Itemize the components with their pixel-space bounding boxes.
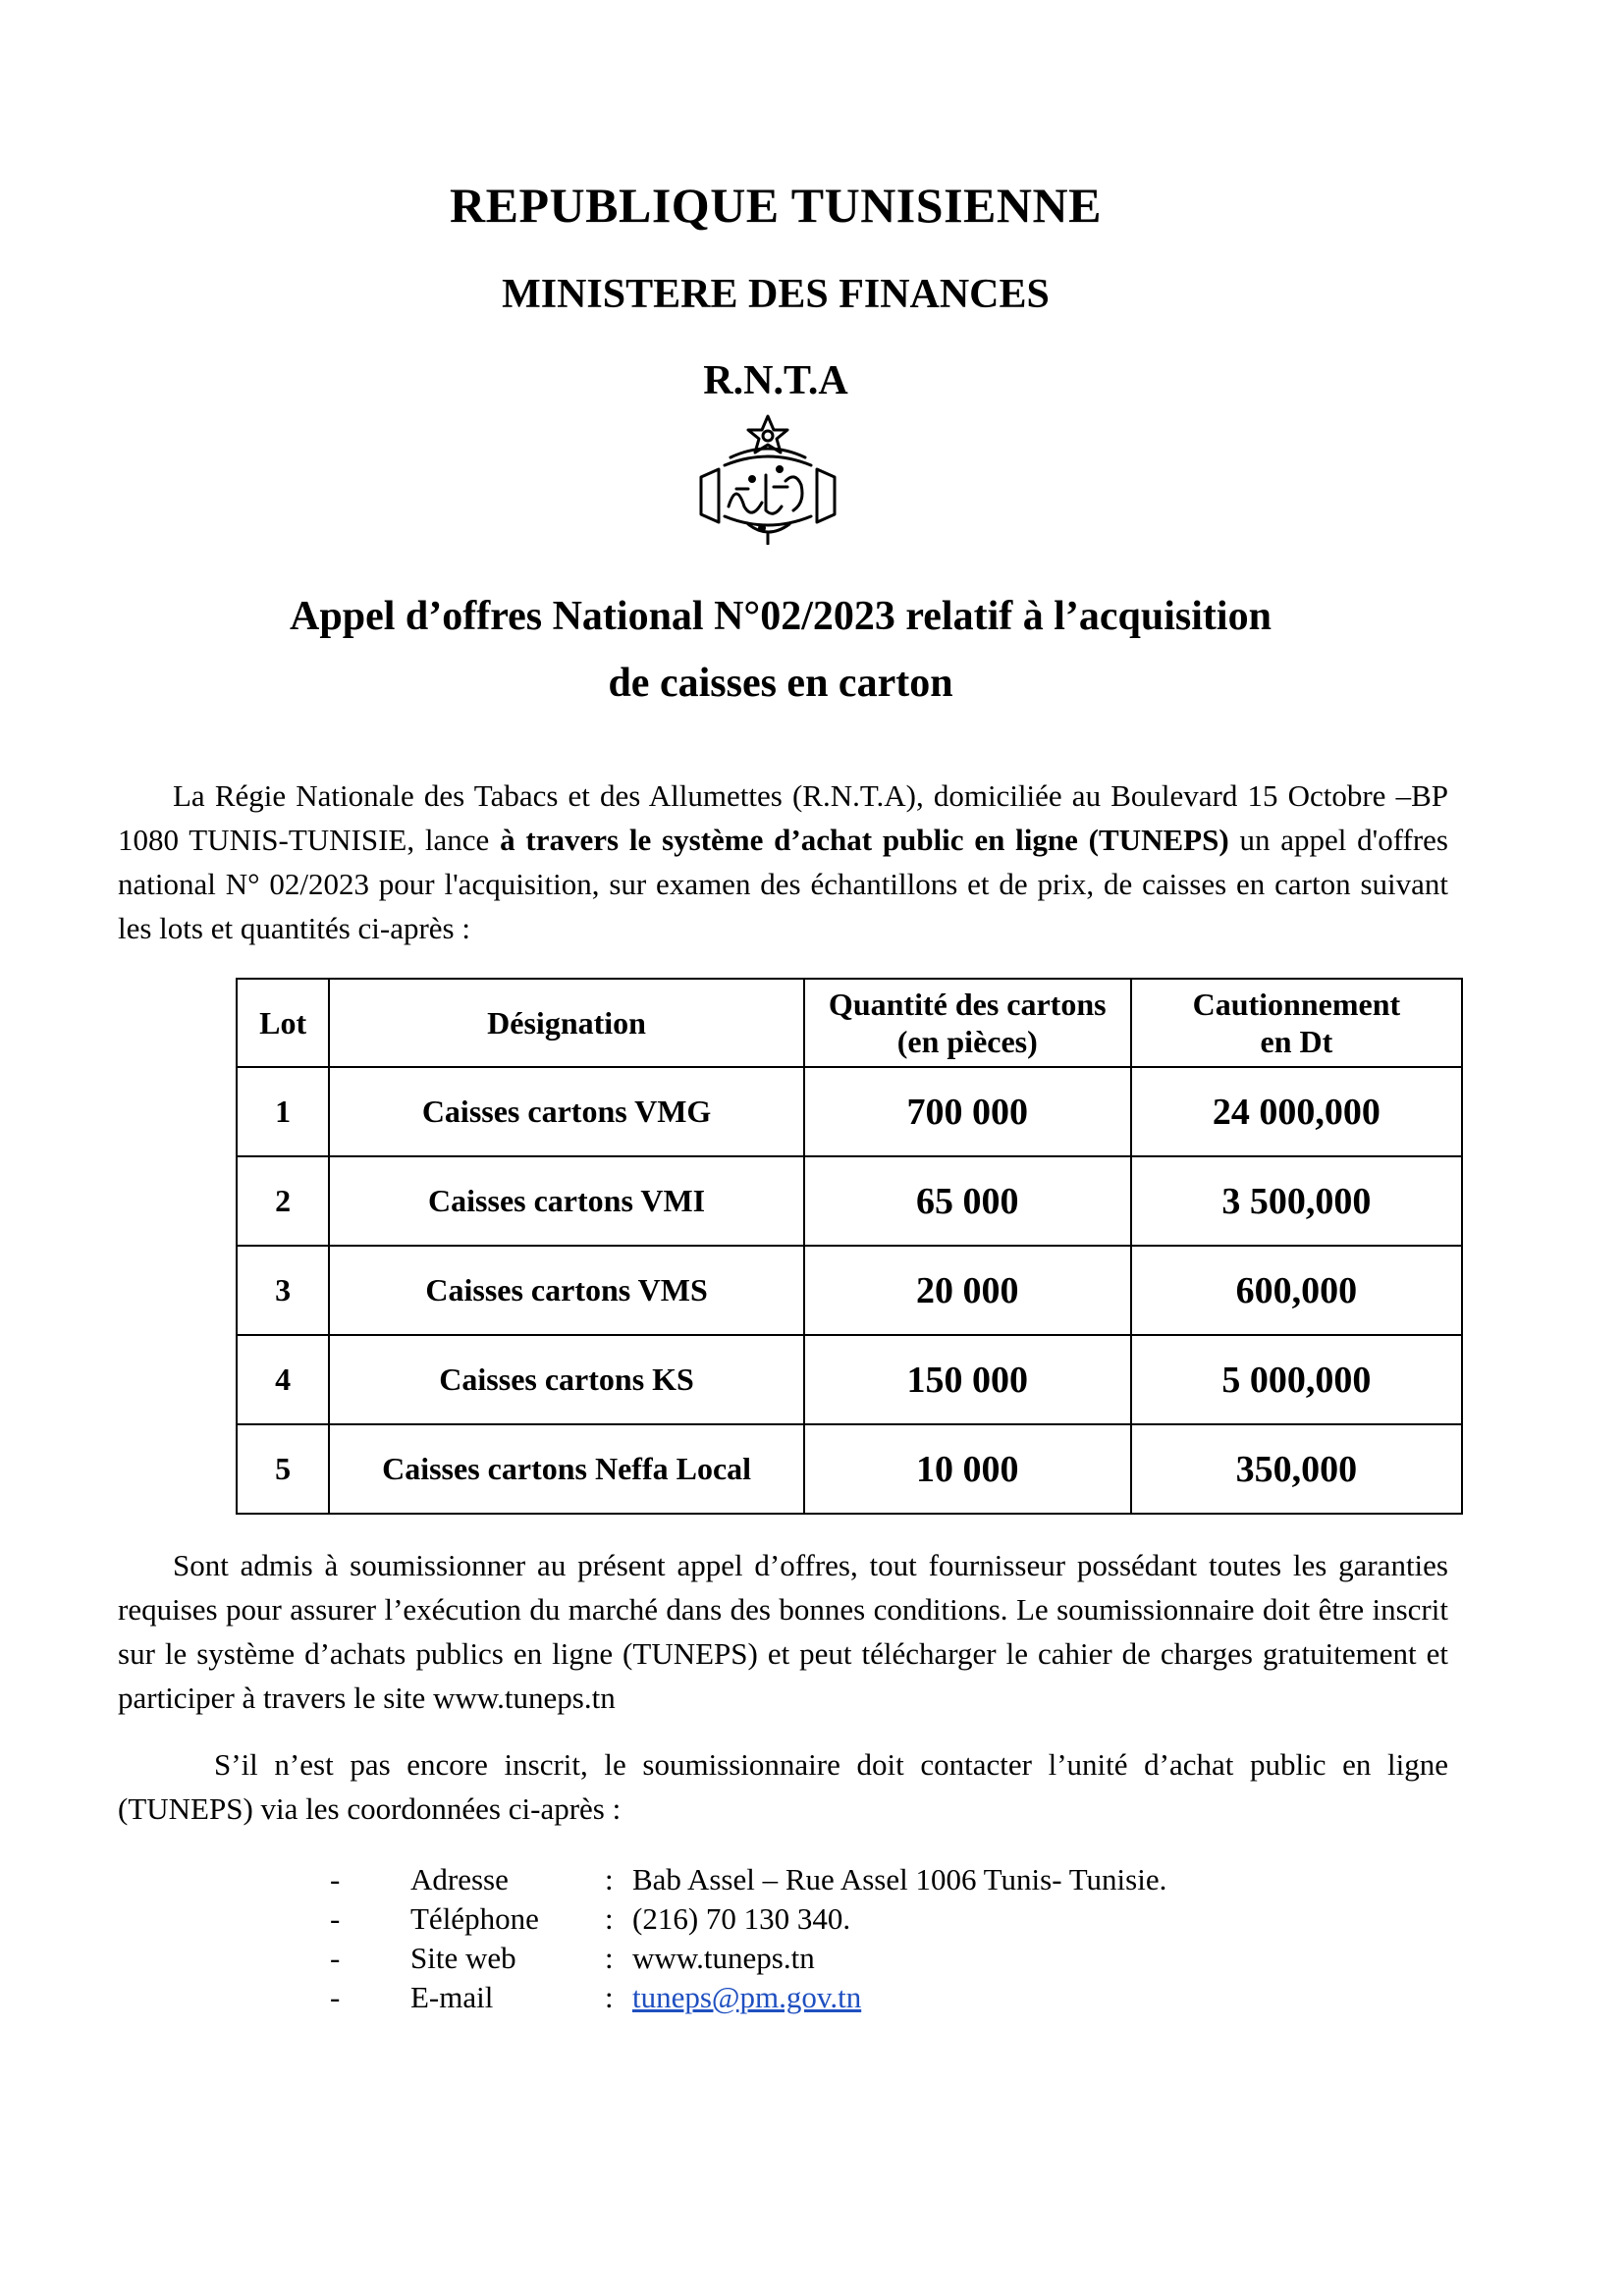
- contact-separator: :: [605, 1980, 614, 2014]
- cell-designation: Caisses cartons Neffa Local: [329, 1424, 803, 1514]
- cell-quantity: 700 000: [804, 1067, 1131, 1156]
- list-dash: -: [330, 1862, 341, 1896]
- list-item: [330, 1860, 1166, 1899]
- cell-quantity: 65 000: [804, 1156, 1131, 1246]
- table-row: [237, 1067, 1462, 1156]
- cell-designation: Caisses cartons VMG: [329, 1067, 803, 1156]
- intro-text-1: La Régie Nationale des Tabacs et des Allumettes (R.N.T.A), domiciliée au Boulevard 15 Octobre –BP 1080 TUNIS-TUNISIE, lance: [118, 778, 1448, 857]
- ministry-heading: MINISTERE DES FINANCES: [502, 272, 1050, 317]
- contact-label-website: Site web: [410, 1941, 516, 1975]
- contact-list: [330, 1860, 1166, 2017]
- header-quantity-line1: Quantité des cartons: [828, 987, 1107, 1022]
- cell-bond: 5 000,000: [1131, 1335, 1462, 1424]
- tender-title-line1: Appel d’offres National N°02/2023 relatif à l’acquisition: [290, 594, 1272, 639]
- header-bond-line2: en Dt: [1260, 1024, 1333, 1059]
- cell-lot: 4: [237, 1335, 329, 1424]
- header-quantity-line2: (en pièces): [896, 1024, 1038, 1059]
- cell-bond: 24 000,000: [1131, 1067, 1462, 1156]
- cell-bond: 3 500,000: [1131, 1156, 1462, 1246]
- contact-separator: :: [605, 1862, 614, 1896]
- cell-designation: Caisses cartons KS: [329, 1335, 803, 1424]
- cell-lot: 2: [237, 1156, 329, 1246]
- eligibility-paragraph: Sont admis à soumissionner au présent appel d’offres, tout fournisseur possédant toutes les garanties requises pour assurer l’exécution du marché dans des bonnes conditions. Le soumissionnaire doit être inscrit sur le système d’achats publics en ligne (TUNEPS) et peut télécharger le cahier de charges gratuitement et participer à travers le site www.tuneps.tn: [118, 1548, 1448, 1715]
- cell-lot: 1: [237, 1067, 329, 1156]
- cell-quantity: 20 000: [804, 1246, 1131, 1335]
- contact-phone: (216) 70 130 340.: [632, 1901, 851, 1936]
- registration-paragraph: S’il n’est pas encore inscrit, le soumissionnaire doit contacter l’unité d’achat public en ligne (TUNEPS) via les coordonnées ci-après :: [118, 1747, 1448, 1826]
- cell-quantity: 150 000: [804, 1335, 1131, 1424]
- intro-paragraph: [118, 774, 1448, 950]
- organization-heading: R.N.T.A: [703, 358, 848, 403]
- header-lot: Lot: [237, 979, 329, 1067]
- tender-title-line2: de caisses en carton: [608, 661, 953, 706]
- lots-table: [236, 978, 1463, 1515]
- contact-address: Bab Assel – Rue Assel 1006 Tunis- Tunisie.: [632, 1862, 1167, 1896]
- table-header-row: [237, 979, 1462, 1067]
- contact-separator: :: [605, 1901, 614, 1936]
- list-item: [330, 1939, 1166, 1978]
- list-dash: -: [330, 1901, 341, 1936]
- contact-website: www.tuneps.tn: [632, 1941, 815, 1975]
- rnta-emblem-icon: [679, 412, 856, 545]
- table-row: [237, 1246, 1462, 1335]
- cell-lot: 5: [237, 1424, 329, 1514]
- contact-label-email: E-mail: [410, 1980, 494, 2014]
- cell-bond: 600,000: [1131, 1246, 1462, 1335]
- list-item: [330, 1899, 1166, 1939]
- header-quantity: [804, 979, 1131, 1067]
- cell-designation: Caisses cartons VMS: [329, 1246, 803, 1335]
- cell-bond: 350,000: [1131, 1424, 1462, 1514]
- cell-quantity: 10 000: [804, 1424, 1131, 1514]
- email-link[interactable]: tuneps@pm.gov.tn: [632, 1980, 862, 2014]
- table-row: [237, 1424, 1462, 1514]
- list-dash: -: [330, 1980, 341, 2014]
- table-row: [237, 1335, 1462, 1424]
- cell-designation: Caisses cartons VMI: [329, 1156, 803, 1246]
- header-bond-line1: Cautionnement: [1192, 987, 1401, 1022]
- header-designation: Désignation: [329, 979, 803, 1067]
- header-bond: [1131, 979, 1462, 1067]
- list-item: [330, 1978, 1166, 2017]
- table-row: [237, 1156, 1462, 1246]
- country-heading: REPUBLIQUE TUNISIENNE: [450, 178, 1102, 233]
- contact-label-phone: Téléphone: [410, 1901, 539, 1936]
- contact-separator: :: [605, 1941, 614, 1975]
- contact-label-address: Adresse: [410, 1862, 509, 1896]
- intro-bold-text: à travers le système d’achat public en ligne (TUNEPS): [500, 823, 1229, 857]
- list-dash: -: [330, 1941, 341, 1975]
- cell-lot: 3: [237, 1246, 329, 1335]
- intro-text-2: un appel d'offres national N° 02/2023 pour l'acquisition, sur examen des échantillons et de prix, de caisses en carton suivant les lots et quantités ci-après :: [118, 823, 1448, 945]
